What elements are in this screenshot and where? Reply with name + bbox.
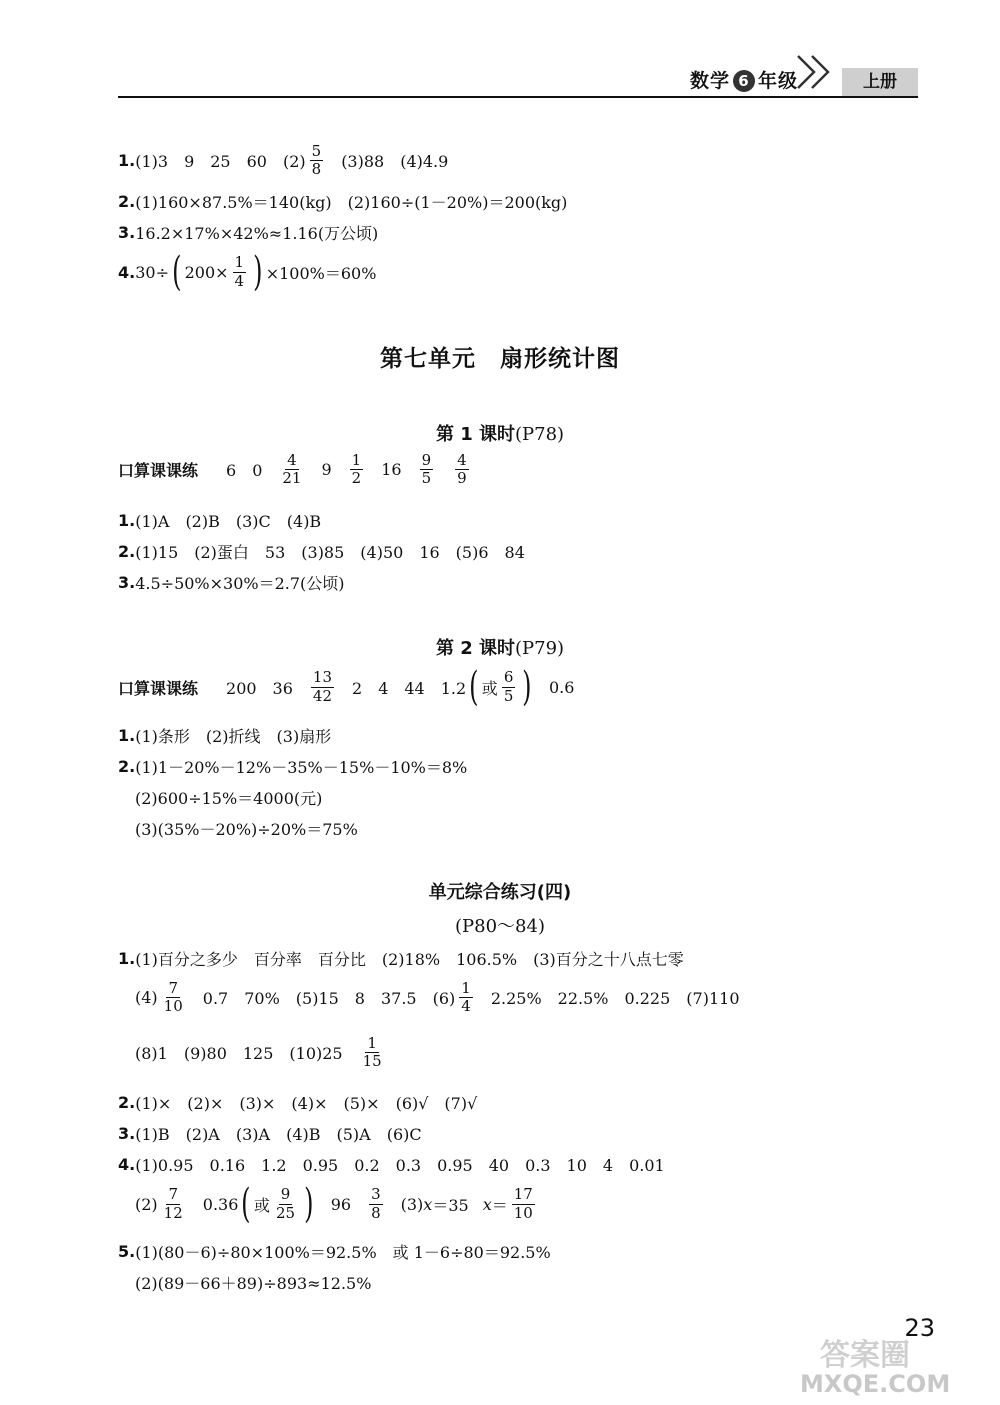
answer-line	[118, 947, 684, 970]
right-paren: )	[522, 664, 532, 710]
unit-title: 第七单元 扇形统计图	[380, 346, 620, 372]
fraction	[361, 1035, 384, 1071]
answer-line	[118, 571, 345, 594]
fraction-numerator: 5	[311, 142, 322, 160]
fraction-denominator: 4	[461, 997, 471, 1016]
header-title	[690, 66, 798, 93]
fraction	[162, 1186, 185, 1222]
watermark-logo: 答案圈	[820, 1338, 910, 1373]
oral-practice-line	[118, 664, 575, 710]
question-number: 2.	[118, 757, 136, 776]
answer-text: 9	[321, 460, 332, 480]
fraction	[274, 1186, 297, 1222]
fraction-numerator: 13	[312, 668, 333, 687]
fraction	[455, 452, 469, 488]
answer-line	[118, 221, 378, 244]
fraction	[420, 452, 434, 488]
fraction-numerator: 4	[287, 451, 297, 469]
answer-line	[118, 755, 467, 778]
fraction-denominator: 25	[276, 1203, 296, 1222]
answer-text: (1)百分之多少 百分率 百分比 (2)18% 106.5% (3)百分之十八点七零	[135, 950, 684, 969]
answer-text: (1)15 (2)蛋白 53 (3)85 (4)50 16 (5)6 84	[135, 543, 525, 562]
fraction-numerator: 1	[234, 253, 245, 272]
answer-text: ×100%＝60%	[265, 263, 377, 283]
watermark-site: MXQE.COM	[800, 1370, 951, 1398]
question-number: 3.	[118, 573, 136, 592]
volume-label: 上册	[842, 68, 918, 96]
fraction-denominator: 5	[421, 469, 432, 488]
header-grade-suffix: 年级	[757, 70, 798, 92]
answer-line	[118, 509, 321, 532]
oral-practice-label: 口算课课练	[118, 461, 199, 481]
answer-line	[118, 1091, 477, 1114]
answer-text: 4.5÷50%×30%＝2.7(公顷)	[135, 574, 345, 593]
fraction	[512, 1186, 535, 1222]
answer-text: (3)88 (4)4.9	[341, 152, 449, 172]
fraction-denominator: 8	[311, 160, 322, 179]
question-number: 5.	[118, 1242, 136, 1261]
review-title	[0, 878, 1000, 904]
answer-text: 2 4 44 1.2	[352, 678, 467, 698]
page-header	[118, 60, 918, 100]
question-number: 1.	[118, 511, 136, 530]
answer-text: (1)× (2)× (3)× (4)× (5)× (6)√ (7)√	[135, 1094, 478, 1113]
answer-line	[135, 786, 322, 809]
oral-practice-line	[118, 452, 473, 488]
fraction	[310, 143, 324, 179]
fraction	[233, 254, 247, 290]
grade-badge: 6	[733, 70, 755, 92]
answer-line	[118, 1153, 665, 1176]
answer-text: 2.25% 22.5% 0.225 (7)110	[490, 989, 740, 1009]
question-number: 4.	[118, 1155, 136, 1174]
variable: x	[423, 1194, 433, 1214]
answer-line	[135, 1271, 371, 1294]
answer-text: 或	[481, 678, 498, 698]
answer-text: (2)(89－66＋89)÷893≈12.5%	[135, 1274, 372, 1293]
answer-text: ＝	[491, 1195, 508, 1215]
answer-line	[118, 249, 377, 295]
review-ref: (P80～84)	[455, 916, 545, 937]
answer-text: (3)(35%－20%)÷20%＝75%	[135, 820, 358, 839]
answer-line	[118, 1240, 551, 1263]
question-number: 4.	[118, 262, 136, 282]
answer-line	[118, 143, 448, 179]
answer-text: 200×	[184, 262, 229, 282]
answer-text: (1)条形 (2)折线 (3)扇形	[135, 727, 332, 746]
answer-text: (4)	[135, 988, 158, 1008]
fraction-numerator: 9	[280, 1185, 291, 1204]
answer-text: (1)3 9 25 60 (2)	[135, 152, 306, 172]
lesson-title	[0, 634, 1000, 660]
answer-text: (1)0.95 0.16 1.2 0.95 0.2 0.3 0.95 40 0.3 10 4 0.01	[135, 1156, 665, 1175]
answer-text: (3)	[400, 1194, 424, 1214]
fraction-denominator: 42	[312, 686, 333, 705]
answer-text: 0.6	[548, 677, 575, 697]
fraction-numerator: 4	[457, 451, 467, 469]
answer-text: (1)(80－6)÷80×100%＝92.5% 或 1－6÷80＝92.5%	[135, 1243, 551, 1262]
fraction	[369, 1186, 383, 1222]
answer-line	[135, 1035, 388, 1071]
fraction-numerator: 7	[168, 1185, 178, 1204]
fraction-numerator: 1	[461, 979, 471, 997]
fraction-denominator: 12	[163, 1203, 183, 1222]
lesson-title-ref: (P79)	[515, 638, 565, 659]
answer-text: 16.2×17%×42%≈1.16(万公顷)	[135, 224, 379, 243]
answer-text: (2)	[135, 1194, 158, 1214]
answer-text: 200 36	[226, 678, 293, 698]
oral-practice-label: 口算课课练	[118, 678, 199, 698]
question-number: 2.	[118, 1093, 136, 1112]
left-paren: (	[172, 249, 182, 295]
fraction-numerator: 3	[371, 1185, 381, 1204]
fraction-denominator: 8	[371, 1203, 381, 1222]
double-chevron-icon	[794, 52, 838, 92]
lesson-title-ref: (P78)	[515, 424, 565, 445]
question-number: 3.	[118, 1124, 136, 1143]
fraction-denominator: 15	[362, 1052, 382, 1071]
answer-line	[118, 724, 331, 747]
fraction-numerator: 6	[503, 668, 514, 687]
fraction-denominator: 10	[513, 1203, 533, 1222]
question-number: 1.	[118, 726, 136, 745]
variable: x	[482, 1194, 492, 1214]
fraction-numerator: 7	[168, 979, 178, 997]
fraction-denominator: 10	[163, 997, 183, 1016]
answer-text: (1)1－20%－12%－35%－15%－10%＝8%	[135, 758, 468, 777]
fraction-numerator: 1	[367, 1034, 377, 1052]
question-number: 1.	[118, 151, 136, 171]
header-subject: 数学	[689, 70, 730, 92]
answer-line	[118, 190, 567, 213]
fraction-denominator: 2	[351, 469, 362, 488]
fraction	[311, 669, 334, 705]
right-paren: )	[304, 1181, 314, 1227]
answer-text: (8)1 (9)80 125 (10)25	[135, 1044, 343, 1064]
fraction	[162, 980, 185, 1016]
fraction	[459, 980, 473, 1016]
fraction	[350, 452, 364, 488]
fraction-numerator: 9	[421, 451, 432, 469]
question-number: 1.	[118, 949, 136, 968]
answer-text: (2)600÷15%＝4000(元)	[135, 789, 323, 808]
lesson-title-main: 第 2 课时	[435, 638, 515, 659]
answer-text: 6 0	[226, 461, 263, 481]
answer-text: (1)160×87.5%＝140(kg) (2)160÷(1－20%)＝200(kg)	[135, 193, 568, 212]
answer-line	[118, 540, 525, 563]
answer-text: 96	[330, 1194, 352, 1214]
answer-text: (1)B (2)A (3)A (4)B (5)A (6)C	[135, 1125, 422, 1144]
review-title-main: 单元综合练习(四)	[428, 882, 572, 903]
question-number: 2.	[118, 542, 136, 561]
fraction-denominator: 9	[457, 469, 467, 488]
answer-line	[118, 1122, 422, 1145]
header-rule	[118, 96, 918, 98]
lesson-title-main: 第 1 课时	[435, 424, 515, 445]
answer-text: 16	[381, 460, 402, 480]
fraction-denominator: 5	[503, 686, 514, 705]
answer-text: (1)A (2)B (3)C (4)B	[135, 512, 322, 531]
answer-text: 30÷	[135, 262, 169, 282]
fraction	[502, 669, 516, 705]
lesson-title	[0, 420, 1000, 446]
answer-line	[135, 817, 358, 840]
answer-text: 0.7 70% (5)15 8 37.5 (6)	[202, 989, 456, 1009]
page-number: 23	[904, 1314, 935, 1342]
fraction-numerator: 17	[513, 1185, 533, 1204]
fraction-denominator: 21	[282, 469, 302, 488]
answer-line	[135, 980, 740, 1016]
answer-text: 0.36	[202, 1194, 239, 1214]
answer-line	[135, 1181, 539, 1227]
answer-text: 或	[254, 1195, 271, 1215]
fraction-denominator: 4	[234, 271, 245, 290]
fraction	[280, 452, 303, 488]
left-paren: (	[469, 664, 479, 710]
question-number: 3.	[118, 223, 136, 242]
answer-text: ＝35	[432, 1195, 469, 1215]
right-paren: )	[253, 249, 263, 295]
fraction-numerator: 1	[351, 451, 362, 469]
question-number: 2.	[118, 192, 136, 211]
left-paren: (	[241, 1181, 251, 1227]
